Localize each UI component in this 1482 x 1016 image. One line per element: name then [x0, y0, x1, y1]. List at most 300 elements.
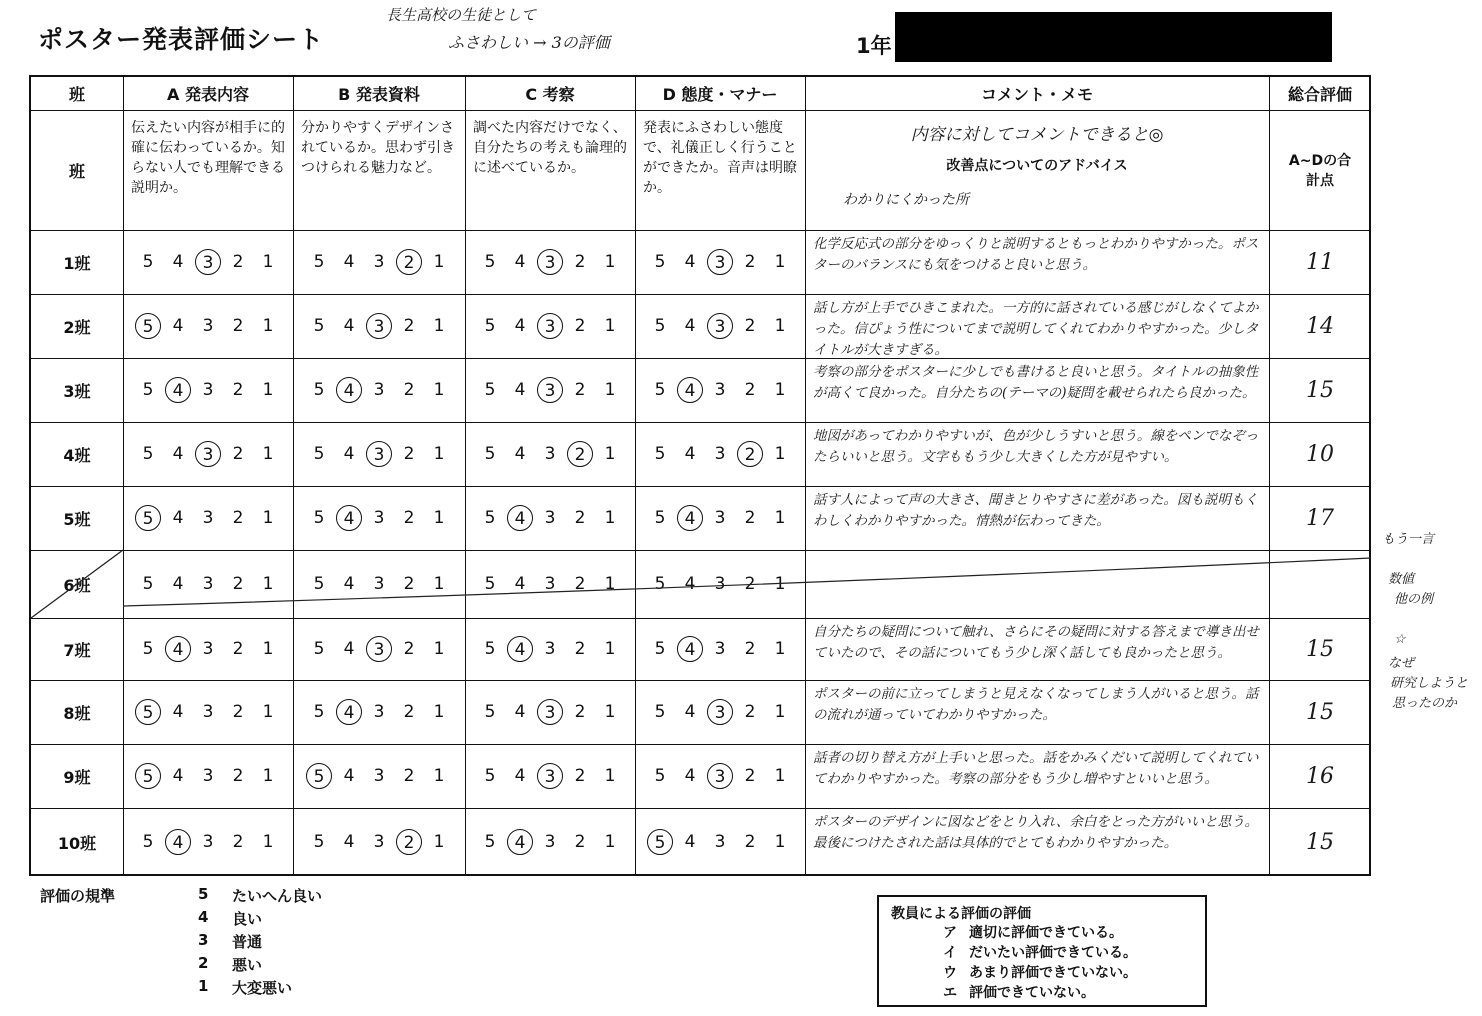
score-option[interactable]: 5 [313, 380, 325, 400]
score-option[interactable]: 3 [202, 832, 214, 852]
score-option[interactable]: 1 [262, 639, 274, 659]
teacher-eval-label: 適切に評価できている。 [969, 925, 1123, 941]
score-option[interactable]: 3 [707, 249, 733, 275]
score-cell-d[interactable] [635, 294, 805, 358]
score-cell-a[interactable] [123, 486, 293, 550]
score-option[interactable]: 4 [684, 444, 696, 464]
margin-note: もう一言 [1382, 532, 1435, 547]
score-option[interactable]: 1 [262, 444, 274, 464]
score-option[interactable]: 1 [262, 766, 274, 786]
score-cell-b[interactable] [293, 422, 465, 486]
criteria-score: 3 [198, 931, 209, 949]
score-cell-a[interactable] [123, 808, 293, 876]
score-option[interactable]: 2 [574, 832, 586, 852]
score-option[interactable]: 5 [654, 252, 666, 272]
score-cell-c[interactable] [465, 808, 635, 876]
score-option[interactable]: 3 [537, 763, 563, 789]
score-option[interactable]: 2 [396, 829, 422, 855]
score-option[interactable]: 2 [744, 832, 756, 852]
score-option[interactable]: 5 [654, 444, 666, 464]
margin-note: 数値 [1388, 572, 1415, 587]
score-option[interactable]: 5 [654, 316, 666, 336]
score-option[interactable]: 5 [484, 702, 496, 722]
score-option[interactable]: 5 [142, 444, 154, 464]
score-option[interactable]: 1 [774, 639, 786, 659]
table-grid [31, 77, 1369, 874]
score-option[interactable]: 3 [537, 377, 563, 403]
score-option[interactable]: 2 [232, 639, 244, 659]
score-option[interactable]: 4 [514, 702, 526, 722]
score-option[interactable]: 2 [232, 702, 244, 722]
score-option[interactable]: 4 [172, 574, 184, 594]
score-option[interactable]: 5 [135, 699, 161, 725]
score-option[interactable]: 4 [514, 316, 526, 336]
score-option[interactable]: 1 [774, 702, 786, 722]
total-score: 15 [1306, 829, 1334, 855]
score-option[interactable]: 5 [313, 316, 325, 336]
handwritten-note-top-2: ふさわしい → 3の評価 [448, 33, 610, 52]
teacher-eval-label: だいたい評価できている。 [969, 945, 1137, 961]
score-option[interactable]: 5 [142, 380, 154, 400]
score-cell-b[interactable] [293, 618, 465, 680]
score-option[interactable]: 3 [544, 508, 556, 528]
score-option[interactable]: 2 [574, 574, 586, 594]
score-option[interactable]: 1 [604, 702, 616, 722]
score-option[interactable]: 2 [574, 766, 586, 786]
score-option[interactable]: 5 [313, 444, 325, 464]
score-option[interactable]: 2 [232, 508, 244, 528]
score-option[interactable]: 2 [744, 252, 756, 272]
group-label: 4班 [63, 445, 91, 465]
score-option[interactable]: 5 [142, 832, 154, 852]
score-option[interactable]: 5 [313, 832, 325, 852]
score-option[interactable]: 1 [433, 574, 445, 594]
score-cell-b[interactable] [293, 230, 465, 294]
score-option[interactable]: 3 [202, 574, 214, 594]
score-option[interactable]: 3 [373, 702, 385, 722]
score-option[interactable]: 4 [677, 377, 703, 403]
score-option[interactable]: 2 [403, 702, 415, 722]
score-option[interactable]: 3 [202, 316, 214, 336]
description-group: 班 [68, 161, 85, 181]
header-c: C 考察 [525, 85, 575, 104]
score-option[interactable]: 3 [707, 313, 733, 339]
score-option[interactable]: 5 [484, 252, 496, 272]
score-option[interactable]: 5 [484, 639, 496, 659]
score-option[interactable]: 3 [202, 766, 214, 786]
score-option[interactable]: 5 [484, 832, 496, 852]
comment-note-handwritten: 内容に対してコメントできると◎ [910, 125, 1164, 145]
score-option[interactable]: 3 [714, 832, 726, 852]
score-option[interactable]: 3 [714, 444, 726, 464]
score-cell-c[interactable] [465, 680, 635, 744]
group-label: 10班 [57, 833, 97, 853]
score-option[interactable]: 4 [336, 377, 362, 403]
score-option[interactable]: 3 [714, 508, 726, 528]
score-option[interactable]: 1 [774, 444, 786, 464]
score-cell-c[interactable] [465, 358, 635, 422]
score-option[interactable]: 4 [514, 252, 526, 272]
description-d: 発表にふさわしい態度で、礼儀正しく行うことができたか。音声は明瞭か。 [643, 120, 797, 196]
score-option[interactable]: 1 [262, 316, 274, 336]
score-option[interactable]: 1 [774, 508, 786, 528]
score-option[interactable]: 1 [604, 766, 616, 786]
comment-text: 化学反応式の部分をゆっくりと説明するともっとわかりやすかった。ポスターのバランスにも気をつけると良いと思う。 [813, 236, 1259, 273]
score-option[interactable]: 1 [774, 832, 786, 852]
criteria-label: 悪い [232, 956, 263, 974]
score-option[interactable]: 3 [544, 832, 556, 852]
score-option[interactable]: 1 [774, 574, 786, 594]
score-option[interactable]: 1 [262, 252, 274, 272]
score-option[interactable]: 5 [313, 639, 325, 659]
score-option[interactable]: 3 [366, 636, 392, 662]
score-option[interactable]: 5 [306, 763, 332, 789]
score-option[interactable]: 3 [544, 444, 556, 464]
score-option[interactable]: 3 [537, 313, 563, 339]
score-cell-c[interactable] [465, 294, 635, 358]
description-comment [805, 110, 1269, 230]
score-option[interactable]: 4 [507, 636, 533, 662]
score-option[interactable]: 5 [142, 574, 154, 594]
score-option[interactable]: 4 [172, 252, 184, 272]
handwritten-note-top-1: 長生高校の生徒として [386, 6, 537, 24]
score-option[interactable]: 2 [232, 766, 244, 786]
score-option[interactable]: 3 [373, 832, 385, 852]
score-option[interactable]: 5 [135, 505, 161, 531]
score-option[interactable]: 3 [373, 766, 385, 786]
comment-text: 地図があってわかりやすいが、色が少しうすいと思う。線をペンでなぞったらいいと思う。文字ももう少し大きくした方が見やすい。 [813, 428, 1259, 465]
score-cell-c[interactable] [465, 230, 635, 294]
score-option[interactable]: 4 [172, 316, 184, 336]
criteria-score: 2 [198, 954, 209, 972]
score-cell-c[interactable] [465, 486, 635, 550]
total-score: 15 [1306, 377, 1334, 403]
score-option[interactable]: 2 [403, 639, 415, 659]
score-option[interactable]: 3 [195, 441, 221, 467]
score-option[interactable]: 4 [336, 699, 362, 725]
margin-note: 研究しようと [1390, 676, 1469, 691]
score-option[interactable]: 1 [604, 508, 616, 528]
score-option[interactable]: 2 [574, 508, 586, 528]
score-option[interactable]: 3 [202, 380, 214, 400]
score-cell-d[interactable] [635, 358, 805, 422]
group-label: 1班 [63, 253, 91, 273]
score-option[interactable]: 2 [403, 766, 415, 786]
score-option[interactable]: 1 [433, 508, 445, 528]
comment-text: 話す人によって声の大きさ、聞きとりやすさに差があった。図も説明もくわしくわかりやすかった。情熱が伝わってきた。 [813, 492, 1258, 529]
score-option[interactable]: 5 [484, 316, 496, 336]
score-option[interactable]: 2 [744, 380, 756, 400]
score-cell-d[interactable] [635, 230, 805, 294]
score-option[interactable]: 4 [684, 574, 696, 594]
score-option[interactable]: 2 [574, 639, 586, 659]
score-cell-a[interactable] [123, 680, 293, 744]
score-option[interactable]: 2 [574, 380, 586, 400]
score-option[interactable]: 3 [707, 699, 733, 725]
score-option[interactable]: 3 [373, 380, 385, 400]
score-option[interactable]: 2 [403, 380, 415, 400]
score-option[interactable]: 3 [544, 639, 556, 659]
score-option[interactable]: 5 [142, 252, 154, 272]
score-option[interactable]: 4 [343, 832, 355, 852]
score-option[interactable]: 2 [567, 441, 593, 467]
score-option[interactable]: 3 [373, 574, 385, 594]
score-option[interactable]: 3 [714, 639, 726, 659]
score-option[interactable]: 1 [262, 574, 274, 594]
score-option[interactable]: 2 [744, 508, 756, 528]
score-option[interactable]: 4 [165, 377, 191, 403]
score-option[interactable]: 2 [403, 316, 415, 336]
score-option[interactable]: 1 [433, 380, 445, 400]
score-option[interactable]: 2 [574, 702, 586, 722]
score-option[interactable]: 3 [195, 249, 221, 275]
score-cell-d[interactable] [635, 618, 805, 680]
score-cell-d[interactable] [635, 486, 805, 550]
score-option[interactable]: 1 [604, 380, 616, 400]
score-cell-b[interactable] [293, 294, 465, 358]
score-option[interactable]: 1 [262, 702, 274, 722]
score-cell-b[interactable] [293, 486, 465, 550]
group-label: 7班 [63, 640, 91, 660]
score-cell-a[interactable] [123, 294, 293, 358]
score-option[interactable]: 1 [262, 508, 274, 528]
score-cell-c[interactable] [465, 422, 635, 486]
score-option[interactable]: 5 [484, 766, 496, 786]
criteria-score: 4 [198, 908, 209, 926]
score-option[interactable]: 1 [433, 639, 445, 659]
score-option[interactable]: 3 [373, 508, 385, 528]
grade-label: 1年 [856, 34, 892, 58]
score-option[interactable]: 2 [744, 702, 756, 722]
criteria-score: 1 [198, 977, 209, 995]
score-cell-b[interactable] [293, 358, 465, 422]
group-label: 3班 [63, 381, 91, 401]
description-c: 調べた内容だけでなく、自分たちの考えも論理的に述べているか。 [473, 120, 627, 176]
score-option[interactable]: 1 [604, 639, 616, 659]
teacher-eval-label: あまり評価できていない。 [969, 965, 1137, 981]
comment-text: ポスターのデザインに図などをとり入れ、余白をとった方がいいと思う。最後につけたされた話は具体的でとてもわかりやすかった。 [813, 814, 1259, 851]
score-option[interactable]: 3 [202, 639, 214, 659]
score-option[interactable]: 2 [232, 832, 244, 852]
score-option[interactable]: 1 [774, 252, 786, 272]
comment-text: 話者の切り替え方が上手いと思った。話をかみくだいて説明してくれていてわかりやすかった。考察の部分をもう少し増やすといいと思う。 [813, 750, 1259, 787]
score-cell-a[interactable] [123, 744, 293, 808]
score-option[interactable]: 4 [677, 636, 703, 662]
score-option[interactable]: 5 [142, 639, 154, 659]
score-cell-a[interactable] [123, 358, 293, 422]
score-option[interactable]: 4 [343, 574, 355, 594]
score-option[interactable]: 4 [172, 702, 184, 722]
score-option[interactable]: 3 [202, 702, 214, 722]
score-option[interactable]: 4 [684, 316, 696, 336]
score-option[interactable]: 5 [135, 763, 161, 789]
score-option[interactable]: 4 [172, 766, 184, 786]
score-option[interactable]: 3 [707, 763, 733, 789]
score-option[interactable]: 5 [647, 829, 673, 855]
score-option[interactable]: 3 [537, 249, 563, 275]
score-option[interactable]: 5 [135, 313, 161, 339]
score-option[interactable]: 2 [744, 766, 756, 786]
score-cell-d[interactable] [635, 422, 805, 486]
score-option[interactable]: 2 [403, 574, 415, 594]
score-option[interactable]: 1 [774, 766, 786, 786]
score-cell-a[interactable] [123, 230, 293, 294]
score-option[interactable]: 1 [604, 444, 616, 464]
description-total: A~Dの合計点 [1288, 153, 1352, 189]
score-cell-b[interactable] [293, 744, 465, 808]
score-option[interactable]: 3 [373, 252, 385, 272]
margin-note: 思ったのか [1392, 696, 1458, 711]
score-option[interactable]: 2 [403, 508, 415, 528]
score-option[interactable]: 5 [313, 508, 325, 528]
score-option[interactable]: 1 [604, 252, 616, 272]
score-option[interactable]: 4 [507, 829, 533, 855]
score-option[interactable]: 2 [744, 574, 756, 594]
score-option[interactable]: 3 [366, 313, 392, 339]
score-option[interactable]: 5 [484, 508, 496, 528]
score-option[interactable]: 2 [574, 252, 586, 272]
comment-text: 自分たちの疑問について触れ、さらにその疑問に対する答えまで導き出せていたので、その話についてもう少し深く話しても良かったと思う。 [813, 624, 1260, 661]
score-option[interactable]: 2 [396, 249, 422, 275]
score-option[interactable]: 3 [202, 508, 214, 528]
score-option[interactable]: 4 [336, 505, 362, 531]
margin-note: なぜ [1388, 656, 1415, 671]
score-option[interactable]: 2 [737, 441, 763, 467]
score-option[interactable]: 5 [313, 702, 325, 722]
score-option[interactable]: 1 [433, 316, 445, 336]
total-score: 15 [1306, 699, 1334, 725]
score-option[interactable]: 1 [774, 380, 786, 400]
score-option[interactable]: 4 [684, 252, 696, 272]
score-option[interactable]: 1 [433, 252, 445, 272]
score-option[interactable]: 2 [232, 380, 244, 400]
score-option[interactable]: 5 [313, 252, 325, 272]
score-option[interactable]: 4 [684, 702, 696, 722]
redacted-name-block [895, 12, 1332, 62]
score-cell-b[interactable] [293, 808, 465, 876]
score-option[interactable]: 1 [774, 316, 786, 336]
criteria-score: 5 [198, 885, 209, 903]
score-option[interactable]: 5 [654, 639, 666, 659]
header-a: A 発表内容 [167, 85, 249, 104]
header-comment: コメント・メモ [980, 85, 1093, 104]
score-option[interactable]: 1 [433, 766, 445, 786]
score-option[interactable]: 4 [684, 766, 696, 786]
score-option[interactable]: 1 [262, 380, 274, 400]
score-option[interactable]: 5 [484, 574, 496, 594]
header-d: D 態度・マナー [662, 85, 778, 104]
score-option[interactable]: 5 [654, 766, 666, 786]
score-option[interactable]: 2 [232, 444, 244, 464]
criteria-label: 良い [232, 910, 263, 928]
score-cell-b[interactable] [293, 680, 465, 744]
score-option[interactable]: 2 [574, 316, 586, 336]
group-label: 8班 [63, 703, 91, 723]
score-option[interactable]: 5 [484, 380, 496, 400]
score-option[interactable]: 2 [403, 444, 415, 464]
score-option[interactable]: 1 [433, 444, 445, 464]
score-option[interactable]: 2 [744, 639, 756, 659]
score-option[interactable]: 2 [232, 316, 244, 336]
score-cell-d[interactable] [635, 680, 805, 744]
score-option[interactable]: 4 [165, 636, 191, 662]
score-option[interactable]: 3 [366, 441, 392, 467]
score-option[interactable]: 3 [544, 574, 556, 594]
teacher-eval-item [943, 963, 1193, 983]
total-score: 10 [1306, 441, 1334, 467]
teacher-eval-label: 評価できていない。 [969, 985, 1095, 1001]
criteria-label: 普通 [232, 933, 263, 951]
score-option[interactable]: 3 [537, 699, 563, 725]
header-group: 班 [68, 85, 85, 104]
total-score: 16 [1306, 763, 1334, 789]
score-cell-c[interactable] [465, 618, 635, 680]
score-option[interactable]: 1 [433, 832, 445, 852]
score-cell-a[interactable] [123, 422, 293, 486]
score-option[interactable]: 5 [654, 508, 666, 528]
score-option[interactable]: 4 [514, 380, 526, 400]
score-option[interactable]: 1 [604, 574, 616, 594]
score-option[interactable]: 1 [262, 832, 274, 852]
score-option[interactable]: 5 [313, 574, 325, 594]
score-option[interactable]: 4 [343, 316, 355, 336]
score-option[interactable]: 3 [714, 380, 726, 400]
score-option[interactable]: 4 [343, 639, 355, 659]
score-option[interactable]: 4 [343, 444, 355, 464]
criteria-label: たいへん良い [232, 887, 323, 905]
score-option[interactable]: 3 [714, 574, 726, 594]
page-title: ポスター発表評価シート [38, 25, 325, 54]
group-label: 2班 [63, 317, 91, 337]
teacher-eval-box [877, 895, 1207, 1007]
score-option[interactable]: 5 [654, 574, 666, 594]
score-cell-a[interactable] [123, 618, 293, 680]
score-option[interactable]: 2 [744, 316, 756, 336]
score-option[interactable]: 2 [232, 574, 244, 594]
score-option[interactable]: 4 [165, 829, 191, 855]
score-cell-c[interactable] [465, 744, 635, 808]
score-option[interactable]: 4 [514, 444, 526, 464]
criteria-title: 評価の規準 [40, 887, 116, 905]
score-cell-d[interactable] [635, 744, 805, 808]
header-b: B 発表資料 [338, 85, 420, 104]
group-label: 6班 [63, 575, 91, 595]
strike-line [31, 550, 1371, 618]
description-a: 伝えたい内容が相手に的確に伝わっているか。知らない人でも理解できる説明か。 [131, 120, 285, 196]
score-cell-d[interactable] [635, 808, 805, 876]
score-option[interactable]: 4 [172, 444, 184, 464]
score-option[interactable]: 5 [484, 444, 496, 464]
teacher-eval-item [943, 983, 1193, 1003]
score-option[interactable]: 5 [654, 702, 666, 722]
score-option[interactable]: 1 [604, 316, 616, 336]
score-option[interactable]: 2 [232, 252, 244, 272]
criteria-label: 大変悪い [232, 979, 293, 997]
score-option[interactable]: 4 [514, 766, 526, 786]
score-option[interactable]: 4 [507, 505, 533, 531]
score-option[interactable]: 4 [677, 505, 703, 531]
score-option[interactable]: 1 [604, 832, 616, 852]
score-option[interactable]: 4 [684, 832, 696, 852]
comment-text: ポスターの前に立ってしまうと見えなくなってしまう人がいると思う。話の流れが通っていてわかりやすかった。 [813, 686, 1259, 723]
score-option[interactable]: 4 [343, 252, 355, 272]
total-score: 17 [1306, 505, 1334, 531]
score-option[interactable]: 4 [514, 574, 526, 594]
score-option[interactable]: 4 [172, 508, 184, 528]
score-option[interactable]: 5 [654, 380, 666, 400]
score-option[interactable]: 1 [433, 702, 445, 722]
score-option[interactable]: 4 [343, 766, 355, 786]
